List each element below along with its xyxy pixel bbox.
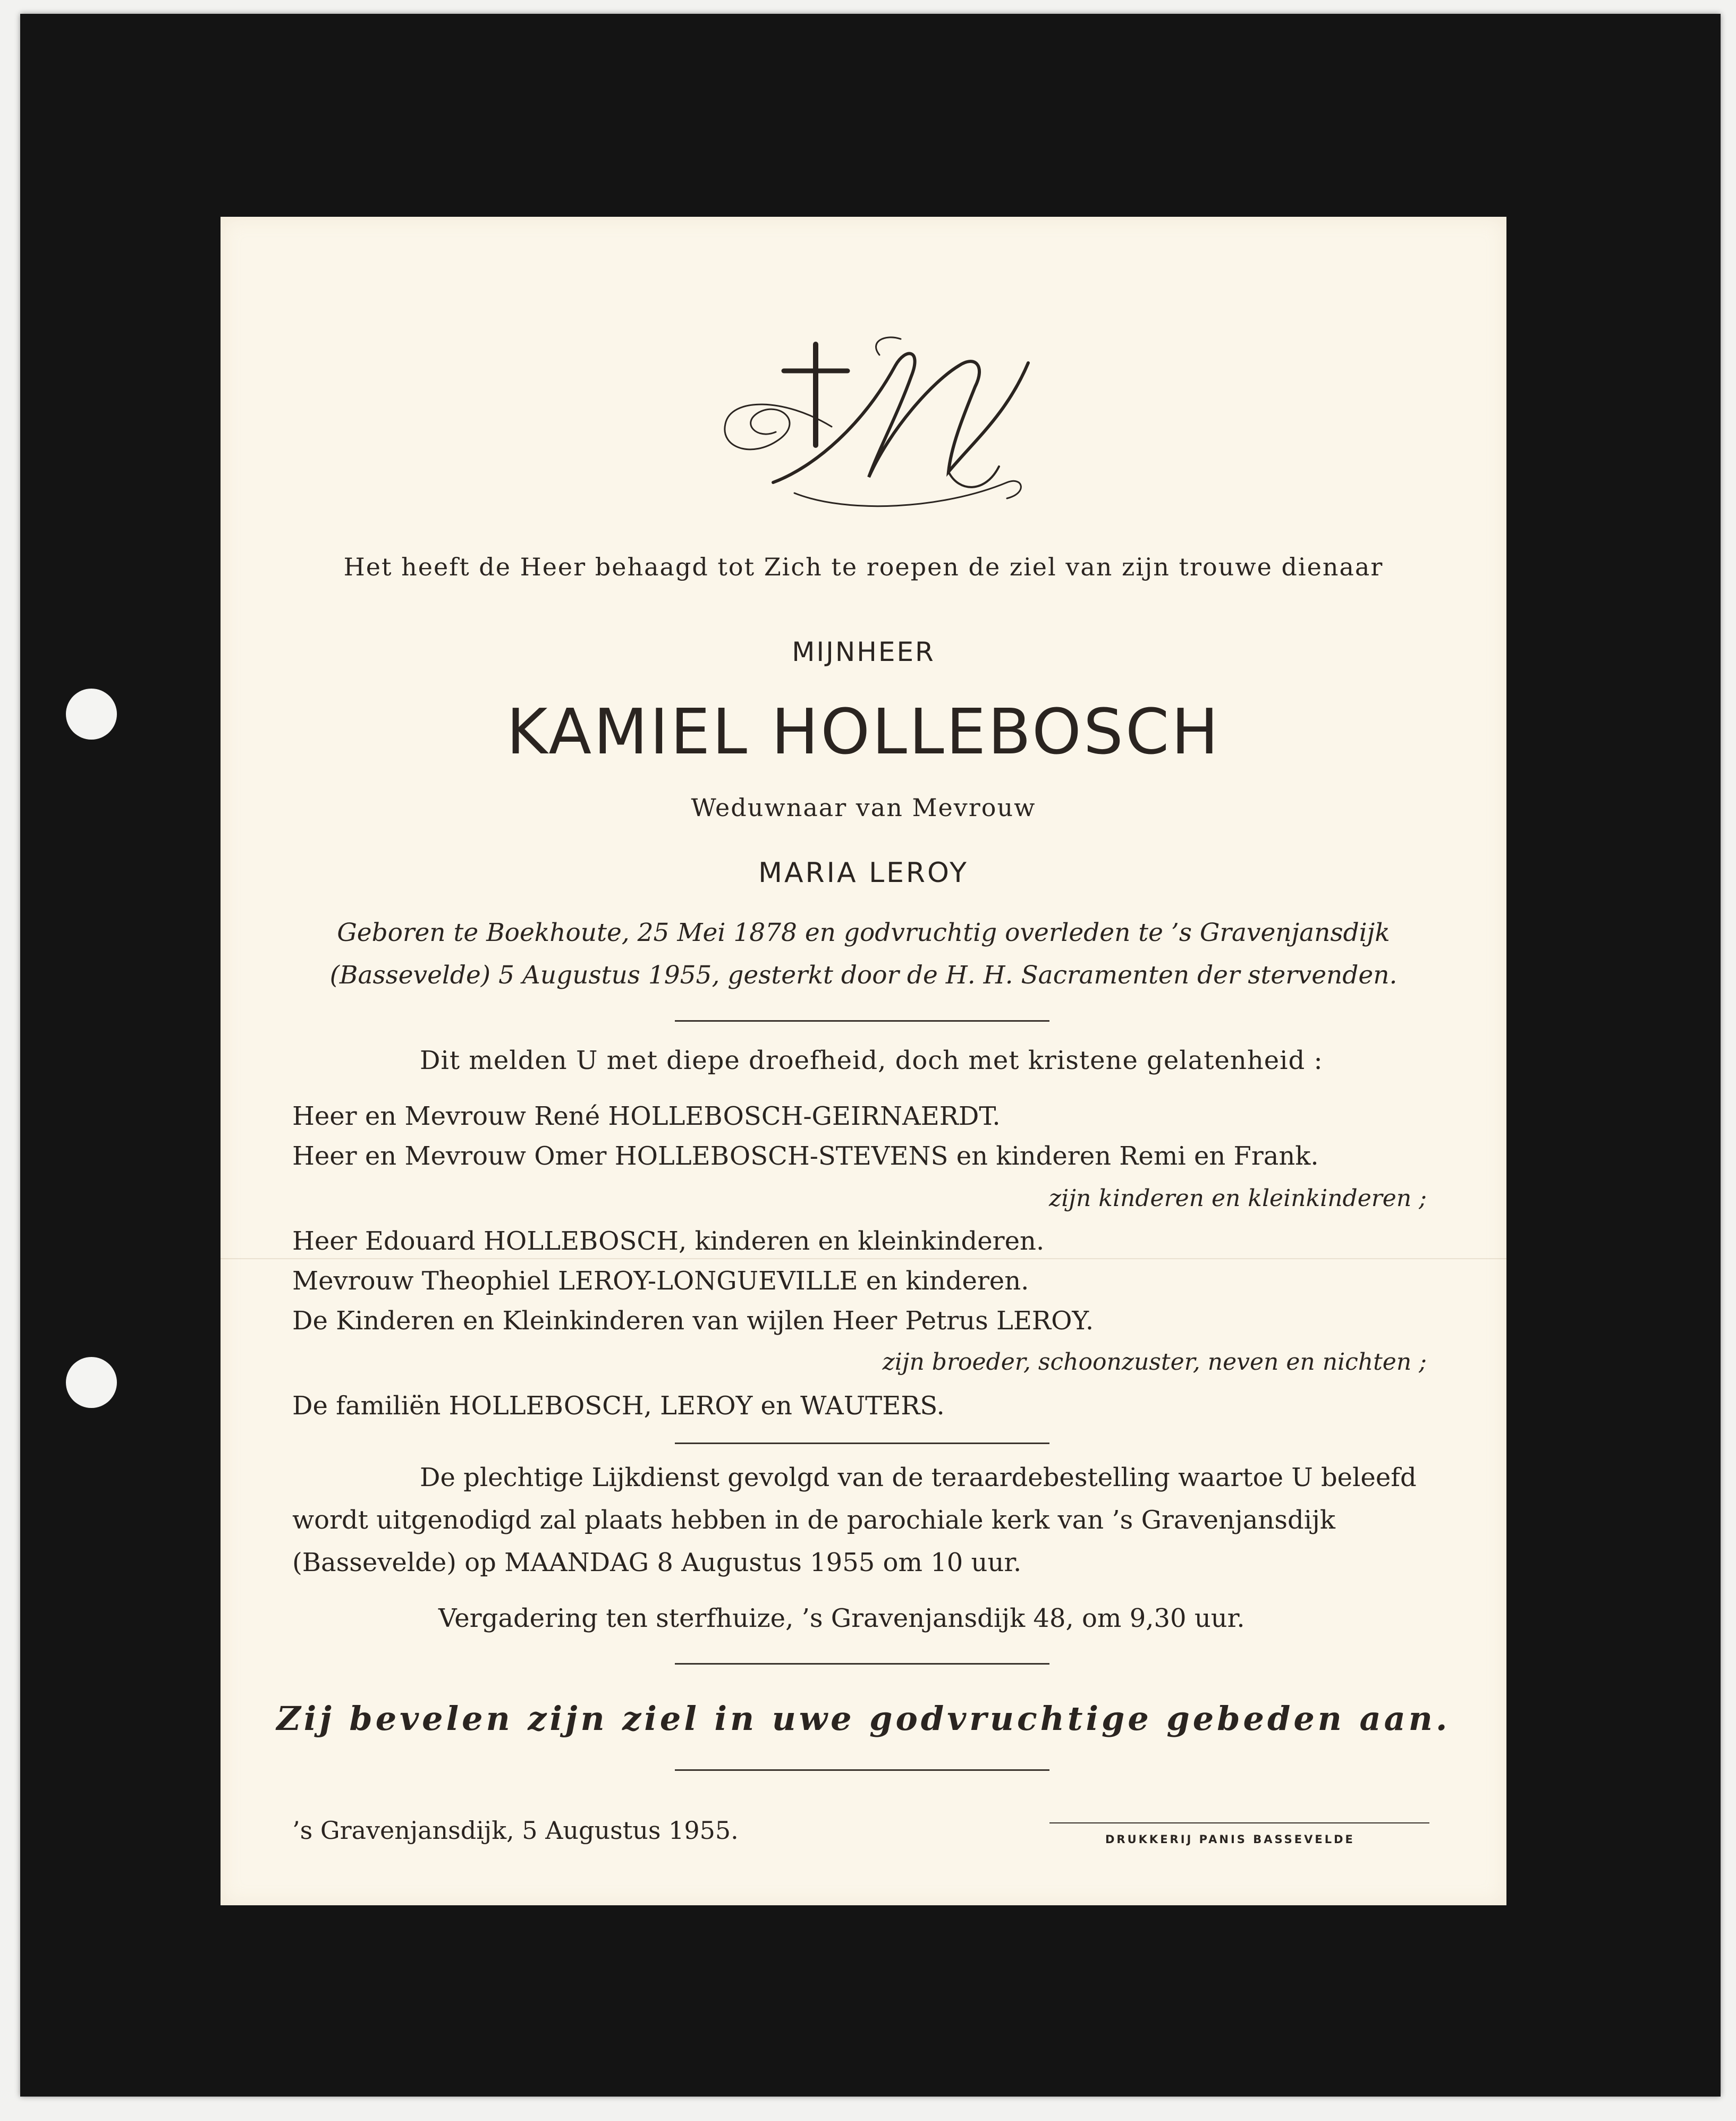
family-line: Heer en Mevrouw René HOLLEBOSCH-GEIRNAERDT. <box>292 1101 1001 1131</box>
birth-death-line-2: (Bassevelde) 5 Augustus 1955, gesterkt door de H. H. Sacramenten der stervenden. <box>329 961 1398 990</box>
announce-line: Dit melden U met diepe droefheid, doch met kristene gelatenheid : <box>420 1046 1323 1075</box>
deceased-name: KAMIEL HOLLEBOSCH <box>506 695 1221 768</box>
service-line: De plechtige Lijkdienst gevolgd van de teraardebestelling waartoe U beleefd <box>420 1463 1417 1492</box>
fold-crease <box>221 1258 1506 1259</box>
place-date: ’s Gravenjansdijk, 5 Augustus 1955. <box>292 1816 739 1845</box>
spouse-name: MARIA LEROY <box>758 857 969 889</box>
service-line: wordt uitgenodigd zal plaats hebben in de parochiale kerk van ’s Gravenjansdijk <box>292 1505 1336 1535</box>
printer-rule <box>1049 1822 1429 1823</box>
intro-line: Het heeft de Heer behaagd tot Zich te roepen de ziel van zijn trouwe dienaar <box>343 553 1384 581</box>
flourish-tail <box>949 466 999 487</box>
punch-hole-top <box>66 689 117 740</box>
prayer-line: Zij bevelen zijn ziel in uwe godvruchtige gebeden aan. <box>276 1699 1451 1738</box>
cross-monogram-emblem <box>709 334 1039 514</box>
family-line: Heer en Mevrouw Omer HOLLEBOSCH-STEVENS en kinderen Remi en Frank. <box>292 1141 1319 1171</box>
printer-imprint: DRUKKERIJ PANIS BASSEVELDE <box>1105 1833 1355 1846</box>
family-line: De familiën HOLLEBOSCH, LEROY en WAUTERS. <box>292 1391 945 1421</box>
service-line: (Bassevelde) op MAANDAG 8 Augustus 1955 om 10 uur. <box>292 1548 1022 1577</box>
honorific: MIJNHEER <box>792 637 935 667</box>
divider-3 <box>675 1663 1049 1665</box>
flourish-bottom <box>794 481 1021 506</box>
punch-hole-bottom <box>66 1357 117 1408</box>
family-relation: zijn kinderen en kleinkinderen ; <box>1049 1185 1427 1212</box>
family-line: De Kinderen en Kleinkinderen van wijlen Heer Petrus LEROY. <box>292 1306 1094 1336</box>
divider-4 <box>675 1769 1049 1771</box>
gathering-line: Vergadering ten sterfhuize, ’s Gravenjansdijk 48, om 9,30 uur. <box>438 1604 1245 1633</box>
divider-2 <box>675 1443 1049 1444</box>
flourish-top <box>876 337 901 355</box>
widower-line: Weduwnaar van Mevrouw <box>691 793 1036 822</box>
family-relation: zijn broeder, schoonzuster, neven en nichten ; <box>882 1348 1427 1376</box>
family-line: Mevrouw Theophiel LEROY-LONGUEVILLE en kinderen. <box>292 1266 1029 1296</box>
family-line: Heer Edouard HOLLEBOSCH, kinderen en kleinkinderen. <box>292 1226 1045 1256</box>
divider-1 <box>675 1020 1049 1022</box>
birth-death-line-1: Geboren te Boekhoute, 25 Mei 1878 en godvruchtig overleden te ’s Gravenjansdijk <box>337 918 1390 947</box>
memorial-card <box>221 217 1506 1905</box>
